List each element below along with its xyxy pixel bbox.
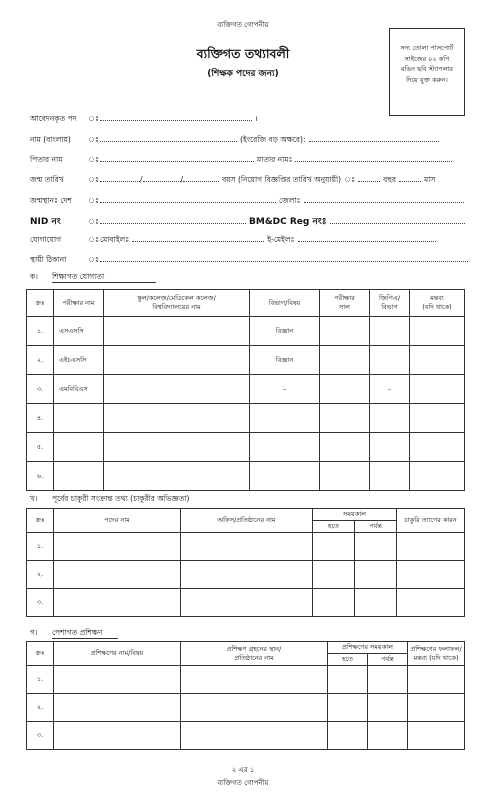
district-input[interactable]	[304, 195, 464, 203]
train-header-to: পর্যন্ত	[368, 654, 408, 666]
contact-label: যোগাযোগ	[30, 235, 62, 244]
name-english-label: (ইংরেজি বড় অক্ষরে):	[240, 135, 306, 144]
address-label: স্থায়ী ঠিকানা	[30, 255, 67, 264]
table-row: ২. এইচএসসি বিজ্ঞান	[27, 346, 465, 375]
training-heading-underline	[52, 638, 118, 639]
photo-box: সদ্য তোলা পাসপোর্ট সাইজের ০২ কপি রঙিন ছবি স্ট্যাপলার দিয়ে যুক্ত করুন।	[389, 28, 465, 116]
exp-header-reason: চাকুরি ত্যাগের কারন	[397, 509, 465, 533]
experience-table	[26, 508, 465, 617]
age-year-input[interactable]	[358, 174, 380, 182]
post-applied-label: আবেদনকৃত পদ	[30, 114, 77, 123]
training-table	[26, 641, 465, 750]
exp-header-office: অফিস/প্রতিষ্ঠানের নাম	[181, 509, 313, 533]
education-table	[26, 289, 465, 491]
table-row: ১. এসএসসি বিজ্ঞান	[27, 317, 465, 346]
train-header-period: প্রশিক্ষণের সময়কাল	[328, 642, 408, 654]
table-row: ৩. এমবিবিএস – –	[27, 375, 465, 404]
post-applied-input[interactable]	[100, 113, 252, 121]
page-title: ব্যক্তিগত তথ্যাবলী	[196, 46, 290, 61]
nid-input[interactable]	[100, 216, 246, 224]
dob-label: জন্ম তারিখ	[30, 175, 64, 184]
exp-header-post: পদের নাম	[54, 509, 181, 533]
exp-header-period: সময়কাল	[313, 509, 397, 521]
bmdc-input[interactable]	[330, 216, 465, 224]
field-nid-bmdc: NID নং ঃ BM&DC Reg নংঃ	[30, 214, 465, 226]
page-number: ২ এর ১	[231, 766, 255, 774]
bmdc-label: BM&DC Reg নংঃ	[249, 217, 327, 227]
table-row: ২.	[27, 694, 465, 722]
nid-label: NID নং	[30, 217, 61, 227]
district-label: জেলাঃ	[279, 196, 301, 205]
field-name: নাম (বাংলায়) ঃ (ইংরেজি বড় অক্ষরে):	[30, 134, 439, 146]
name-bangla-input[interactable]	[100, 134, 237, 142]
father-name-label: পিতার নাম	[30, 155, 63, 164]
training-header-row	[27, 642, 465, 654]
mobile-label: মোবাইলঃ	[100, 235, 130, 244]
page-subtitle: (শিক্ষক পদের জন্য)	[207, 69, 279, 79]
field-address: স্থায়ী ঠিকানা ঃ	[30, 254, 468, 266]
table-row: ১.	[27, 666, 465, 694]
table-row: ৩.	[27, 589, 465, 617]
train-header-result: প্রশিক্ষণের ফলাফল/ মন্তব্য (যদি থাকে)	[408, 642, 465, 666]
table-row: ১.	[27, 533, 465, 561]
exp-header-sl: ক্রঃ	[27, 509, 54, 533]
education-section-heading: ক। শিক্ষাগত যোগ্যতা	[30, 272, 104, 284]
table-row: ৪.	[27, 404, 465, 433]
experience-header-row	[27, 509, 465, 521]
edu-header-exam: পরীক্ষার নাম	[54, 290, 104, 317]
train-header-from: হতে	[328, 654, 368, 666]
name-bangla-label: নাম (বাংলায়)	[30, 135, 71, 144]
table-row: ৩.	[27, 722, 465, 750]
table-row: ৫.	[27, 433, 465, 462]
confidential-footer: ব্যক্তিগত গোপনীয়	[217, 779, 269, 787]
training-section-title: পেশাগত প্রশিক্ষণ	[52, 628, 103, 637]
mother-name-label: মাতার নামঃ	[257, 155, 293, 164]
edu-header-gpa: জিপিএ/ বিভাগ	[370, 290, 410, 317]
age-month-input[interactable]	[399, 174, 421, 182]
train-header-sl: ক্রঃ	[27, 642, 54, 666]
edu-header-subject: বিভাগ/বিষয়	[250, 290, 320, 317]
experience-section-title: পূর্বের চাকুরী সংক্রান্ত তথ্য (চাকুরীর অভিজ্ঞতা)	[52, 494, 190, 503]
field-parents: পিতার নাম ঃ মাতার নামঃ	[30, 154, 452, 166]
dob-day-input[interactable]	[100, 174, 140, 182]
email-label: ই-মেইলঃ	[267, 235, 295, 244]
experience-section-heading: খ। পূর্বের চাকুরী সংক্রান্ত তথ্য (চাকুরীর অভিজ্ঞতা)	[30, 494, 189, 506]
train-header-place: প্রশিক্ষণ গ্রহনের স্থান/ প্রতিষ্ঠানের নাম	[181, 642, 328, 666]
dob-year-input[interactable]	[183, 174, 219, 182]
mobile-input[interactable]	[132, 234, 264, 242]
field-birthplace: জন্মস্থানঃ দেশ ঃ জেলাঃ	[30, 195, 464, 207]
field-dob-age: জন্ম তারিখ ঃ / / বয়স (নিয়োগ বিজ্ঞপ্তির তারিখ অনুযায়ী) ঃ বছর মাস	[30, 174, 438, 186]
table-row: ৬.	[27, 462, 465, 491]
field-contact: যোগাযোগ ঃ মোবাইলঃ ই-মেইলঃ	[30, 234, 436, 246]
training-section-heading: গ। পেশাগত প্রশিক্ষণ	[30, 628, 102, 640]
name-english-input[interactable]	[309, 134, 439, 142]
exp-header-from: হতে	[313, 521, 355, 533]
table-row: ২.	[27, 561, 465, 589]
education-section-title: শিক্ষাগত যোগ্যতা	[52, 272, 105, 281]
edu-header-remarks: মন্তব্য (যদি থাকে)	[410, 290, 465, 317]
edu-header-sl: ক্রঃ	[27, 290, 54, 317]
education-header-row	[27, 290, 465, 317]
age-label: বয়স (নিয়োগ বিজ্ঞপ্তির তারিখ অনুযায়ী)	[222, 175, 342, 184]
field-post-applied: আবেদনকৃত পদ ঃ ।	[30, 113, 261, 125]
father-name-input[interactable]	[100, 154, 254, 162]
birthplace-label: জন্মস্থানঃ দেশ	[30, 196, 72, 205]
edu-header-institution: স্কুল/কলেজ/মেডিকেল কলেজ/ বিশ্ববিদ্যালয়ের নাম	[104, 290, 250, 317]
train-header-name: প্রশিক্ষণের নাম/বিষয়	[54, 642, 181, 666]
exp-header-to: পর্যন্ত	[355, 521, 397, 533]
country-input[interactable]	[100, 195, 276, 203]
dob-month-input[interactable]	[143, 174, 181, 182]
email-input[interactable]	[298, 234, 436, 242]
mother-name-input[interactable]	[295, 154, 452, 162]
edu-header-year: পরীক্ষার সাল	[320, 290, 370, 317]
education-heading-underline	[52, 282, 156, 283]
confidential-header: ব্যক্তিগত গোপনীয়	[217, 21, 269, 29]
address-input[interactable]	[100, 254, 468, 262]
